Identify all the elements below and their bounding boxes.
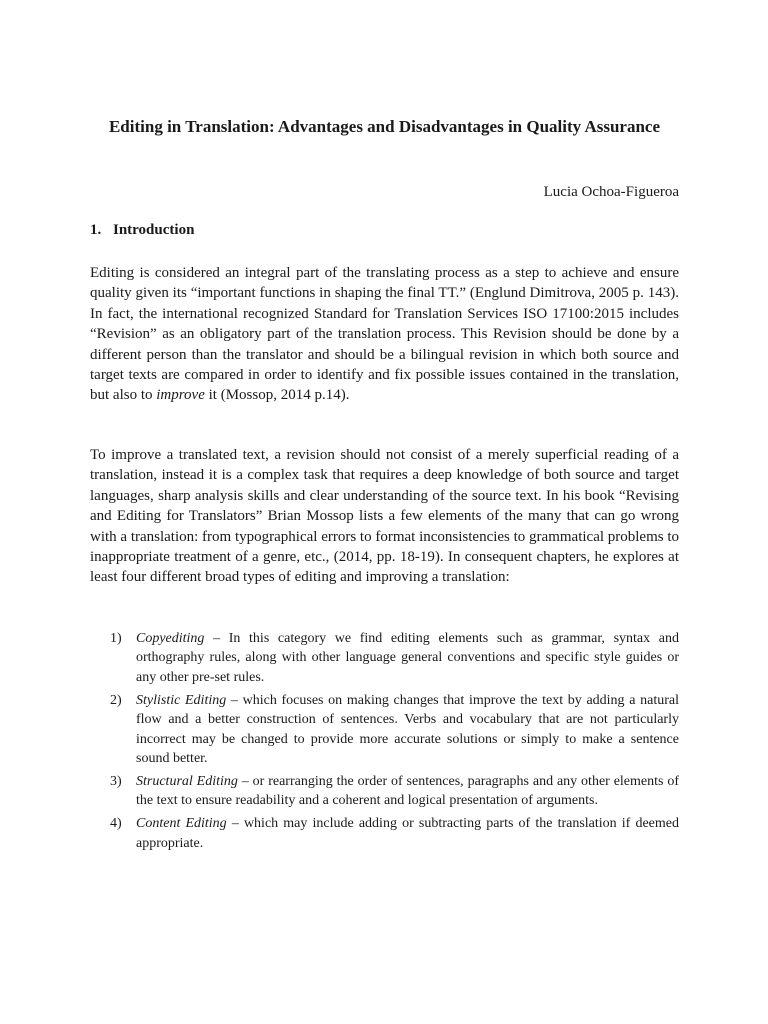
list-item [90, 629, 679, 687]
editing-types-list [90, 629, 679, 856]
list-item-description: – In this category we find editing elements such as grammar, syntax and orthography rules, along with other language general conventions and specific style guides or any other pre-set rules. [136, 631, 679, 685]
list-marker: 4) [110, 816, 122, 832]
list-item [90, 814, 679, 853]
author-name: Lucia Ochoa-Figueroa [543, 184, 679, 200]
list-item-term: Content Editing [136, 816, 227, 832]
document-title: Editing in Translation: Advantages and Disadvantages in Quality Assurance [108, 117, 661, 136]
list-marker: 1) [110, 631, 122, 646]
list-item-term: Stylistic Editing [136, 692, 227, 708]
list-item-description: – or rearranging the order of sentences, paragraphs and any other elements of the text to ensure readability and a coherent and logical presentation of arguments. [136, 773, 680, 809]
list-item-term: Structural Editing [136, 773, 238, 789]
paragraph-1-emphasis: improve [156, 387, 205, 404]
list-item [90, 691, 679, 769]
section-number: 1. [90, 222, 102, 238]
list-marker: 3) [110, 773, 122, 789]
list-item-description: – which focuses on making changes that improve the text by adding a natural flow and a better construction of sentences. Verbs and vocabulary that are not particularly incorrect may be changed to provide more accurate solutions or simply to make a sentence sound better. [136, 692, 680, 766]
intro-paragraph-2: To improve a translated text, a revision should not consist of a merely superficial reading of a translation, instead it is a complex task that requires a deep knowledge of both source and target languages, sharp analysis skills and clear understanding of the source text. In his book “Revising and Editing for Translators” Brian Mossop lists a few elements of the many that can go wrong with a translation: from typographical errors to format inconsistencies to grammatical problems to inappropriate treatment of a genre, etc., (2014, pp. 18-19). In consequent chapters, he explores at least four different broad types of editing and improving a translation: [90, 447, 680, 586]
list-item [90, 772, 679, 811]
paragraph-1-text-end: it (Mossop, 2014 p.14). [204, 387, 350, 404]
intro-paragraph-1 [90, 263, 679, 406]
paragraph-1-text: Editing is considered an integral part of the translating process as a step to achieve and ensure quality given its “important functions in shaping the final TT.” (Englund Dimitrova, 2005 p. 143). In fact, the international recognized Standard for Translation Services ISO 17100:2015 includes “Revision” as an obligatory part of the translation process. This Revision should be done by a different person than the translator and should be a bilingual revision in which both source and target texts are compared in order to identify and fix possible issues contained in the translation, but also to [90, 265, 679, 404]
section-title: Introduction [113, 222, 195, 238]
section-heading [90, 220, 194, 240]
list-marker: 2) [110, 692, 122, 708]
list-item-term: Copyediting [136, 631, 205, 646]
list-item-description: – which may include adding or subtracting parts of the translation if deemed appropriate. [136, 816, 679, 851]
